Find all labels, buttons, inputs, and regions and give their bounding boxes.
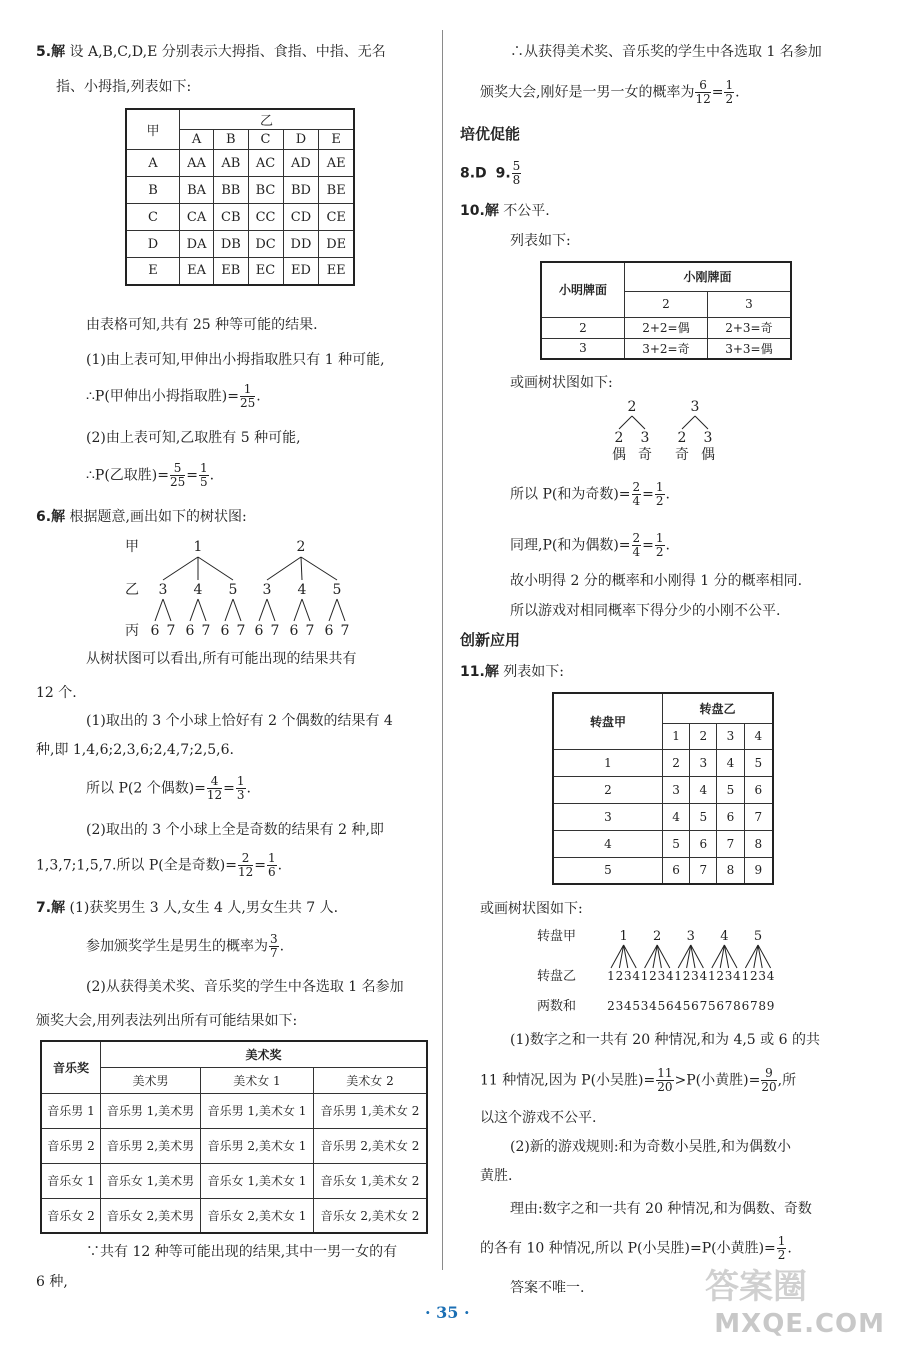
q10-line2: 列表如下: bbox=[510, 233, 571, 249]
q11-tree-node-l3: 7 bbox=[699, 999, 708, 1013]
q5-table-cell: EE bbox=[319, 258, 354, 285]
q6-tree-node-l2: 3 bbox=[158, 582, 168, 598]
q7-table-cell: 音乐女 2,美术男 bbox=[101, 1198, 201, 1233]
q10-line3: 或画树状图如下: bbox=[510, 375, 613, 391]
q10-tree-node-l2: 2 bbox=[677, 430, 687, 446]
q11-tree-node-l1: 3 bbox=[686, 929, 695, 944]
q5-row-header: C bbox=[126, 204, 180, 231]
q7-table-cell: 音乐女 1,美术男 bbox=[101, 1163, 201, 1198]
q5-table-cell: CB bbox=[214, 204, 248, 231]
q7-table-cell: 音乐女 1,美术女 2 bbox=[313, 1163, 427, 1198]
q6-tree-node-l3: 7 bbox=[340, 623, 350, 639]
q10-top-header: 小刚牌面 bbox=[625, 262, 792, 291]
q7-col-header-2: 美术女 1 bbox=[200, 1067, 313, 1093]
q5-table-cell: EC bbox=[248, 258, 283, 285]
q7-table-cell: 音乐男 1,美术男 bbox=[101, 1093, 201, 1128]
q11-row-header: 3 bbox=[553, 803, 663, 830]
q11-table-cell: 5 bbox=[744, 749, 773, 776]
q10-table-cell: 3+2=奇 bbox=[625, 338, 708, 359]
q11-tree-node-l2: 2 bbox=[749, 969, 758, 983]
q11-table-cell: 2 bbox=[663, 749, 690, 776]
q10-row-header: 3 bbox=[541, 338, 625, 359]
tree-branch bbox=[294, 599, 302, 621]
q11-tree-node-l3: 4 bbox=[649, 999, 657, 1013]
q7-row-header: 音乐女 2 bbox=[41, 1198, 101, 1233]
q6-tree-node-l3: 6 bbox=[150, 623, 160, 639]
tree-branch bbox=[329, 599, 337, 621]
q5-p1: ∴P(甲伸出小拇指取胜)= $\frac{1}{25}$ . bbox=[86, 382, 261, 410]
q11-tree-node-l1: 2 bbox=[653, 929, 662, 944]
tree-branch bbox=[695, 416, 708, 429]
q11-tree-node-l2: 4 bbox=[733, 969, 741, 983]
q11-row-header: 4 bbox=[553, 830, 663, 857]
q11-tree-node-l2: 4 bbox=[766, 969, 775, 983]
q11-tree-label-1: 转盘甲 bbox=[537, 929, 577, 944]
q7-table-row bbox=[41, 1093, 427, 1128]
q6-row-label-3: 丙 bbox=[125, 623, 139, 639]
q11-tree-node-l3: 6 bbox=[691, 999, 699, 1013]
q11-tree-node-l2: 3 bbox=[657, 969, 666, 983]
q11-table-cell: 3 bbox=[663, 776, 690, 803]
q11-col-header-1: 1 bbox=[663, 723, 690, 749]
q7-row-header: 音乐女 1 bbox=[41, 1163, 101, 1198]
q11-tree-node-l1: 1 bbox=[619, 929, 628, 944]
q6-tree-node-l1: 1 bbox=[193, 539, 203, 555]
q11-line4: 以这个游戏不公平. bbox=[480, 1110, 597, 1126]
q5-table-cell: DB bbox=[214, 231, 248, 258]
q11-tree-node-l2: 3 bbox=[758, 969, 767, 983]
q6-row-label-2: 乙 bbox=[125, 582, 139, 598]
q11-table-row bbox=[553, 776, 773, 803]
q6-tree-node-l3: 6 bbox=[324, 623, 334, 639]
q11-table-cell: 9 bbox=[744, 857, 773, 884]
tree-branch bbox=[301, 557, 302, 580]
q7-col-header-1: 美术男 bbox=[101, 1067, 201, 1093]
q11-table-cell: 4 bbox=[690, 776, 717, 803]
q11-tree-node-l2: 3 bbox=[691, 969, 699, 983]
q11-tree-node-l2: 3 bbox=[724, 969, 733, 983]
q11-tree-label-3: 两数和 bbox=[537, 999, 577, 1014]
q6-tree-node-l1: 2 bbox=[296, 539, 306, 555]
q5-line4: (1)由上表可知,甲伸出小拇指取胜只有 1 种可能, bbox=[86, 352, 385, 368]
q11-line5: (2)新的游戏规则:和为奇数小吴胜,和为偶数小 bbox=[510, 1139, 791, 1155]
q6-tree-node-l3: 7 bbox=[236, 623, 246, 639]
q11-tree-label-2: 转盘乙 bbox=[537, 969, 577, 984]
tree-branch bbox=[225, 599, 233, 621]
q5-row-header: E bbox=[126, 258, 180, 285]
q6-p2: 1,3,7;1,5,7.所以 P(全是奇数)= $\frac{2}{12}$ = $\frac{1}{6}$ . bbox=[36, 851, 283, 879]
tree-branch bbox=[682, 416, 695, 429]
q11-table-cell: 5 bbox=[717, 776, 744, 803]
tree-branch bbox=[259, 599, 267, 621]
q10-corner: 小明牌面 bbox=[541, 262, 625, 317]
q6-line1: 6.解 根据题意,画出如下的树状图: bbox=[36, 509, 247, 525]
q5-p2: ∴P(乙取胜)= $\frac{5}{25}$ = $\frac{1}{5}$ . bbox=[86, 461, 215, 489]
q5-table-cell: CA bbox=[180, 204, 214, 231]
q11-corner: 转盘甲 bbox=[553, 693, 663, 749]
q5-table bbox=[125, 108, 355, 286]
q6-line3: 12 个. bbox=[36, 685, 77, 701]
q11-tree-node-l1: 4 bbox=[720, 929, 729, 944]
q5-table-cell: ED bbox=[283, 258, 319, 285]
q11-p1: 11 种情况,因为 P(小吴胜)= $\frac{11}{20}$ >P(小黄胜)= $\frac{9}{20}$ ,所 bbox=[480, 1066, 797, 1094]
q11-top-header: 转盘乙 bbox=[663, 693, 774, 723]
q11-tree-node-l3: 6 bbox=[741, 999, 750, 1013]
q11-tree-node-l3: 5 bbox=[707, 999, 716, 1013]
q7-table-cell: 音乐男 2,美术女 2 bbox=[313, 1128, 427, 1163]
q5-col-header-1: A bbox=[180, 130, 214, 150]
q7-table-cell: 音乐男 2,美术女 1 bbox=[200, 1128, 313, 1163]
page-number: · 35 · bbox=[425, 1303, 470, 1322]
q6-tree-node-l3: 7 bbox=[201, 623, 211, 639]
q11-p2: 的各有 10 种情况,所以 P(小吴胜)=P(小黄胜)= $\frac{1}{2}$ . bbox=[480, 1234, 792, 1262]
q11-tree-node-l2: 2 bbox=[716, 969, 725, 983]
q11-tree bbox=[525, 922, 815, 1016]
q10-tree-node-l1: 2 bbox=[627, 399, 637, 415]
q7-row-header: 音乐男 2 bbox=[41, 1128, 101, 1163]
q7-table-row bbox=[41, 1163, 427, 1198]
tree-branch bbox=[163, 599, 171, 621]
q11-table-cell: 4 bbox=[717, 749, 744, 776]
q5-table-cell: BD bbox=[283, 177, 319, 204]
q11-row-header: 1 bbox=[553, 749, 663, 776]
q5-table-cell: CD bbox=[283, 204, 319, 231]
q5-table-cell: EB bbox=[214, 258, 248, 285]
q5-row-header: A bbox=[126, 150, 180, 177]
watermark: MXQE.COM bbox=[714, 1309, 885, 1339]
q7-top-header: 美术奖 bbox=[101, 1041, 428, 1067]
q6-tree-node-l2: 5 bbox=[228, 582, 238, 598]
q6-tree-node-l3: 6 bbox=[185, 623, 195, 639]
tree-branch bbox=[233, 599, 241, 621]
q11-col-header-4: 4 bbox=[744, 723, 773, 749]
tree-branch bbox=[190, 599, 198, 621]
q6-tree-node-l2: 5 bbox=[332, 582, 342, 598]
q10-table-row bbox=[541, 338, 791, 359]
q10-tree-node-l2: 3 bbox=[703, 430, 713, 446]
q6-line6: (2)取出的 3 个小球上全是奇数的结果有 2 种,即 bbox=[86, 822, 384, 838]
tree-branch bbox=[302, 599, 310, 621]
q10-tree bbox=[610, 397, 730, 463]
q7-row-header: 音乐男 1 bbox=[41, 1093, 101, 1128]
q11-tree-node-l2: 2 bbox=[682, 969, 691, 983]
tree-branch bbox=[198, 557, 233, 580]
q5-table-row bbox=[126, 177, 354, 204]
q5-corner: 甲 bbox=[126, 109, 180, 150]
q11-tree-node-l3: 4 bbox=[623, 999, 632, 1013]
q7-table-cell: 音乐女 2,美术女 2 bbox=[313, 1198, 427, 1233]
q6-tree-node-l3: 6 bbox=[254, 623, 264, 639]
tree-branch bbox=[337, 599, 345, 621]
q11-table-cell: 6 bbox=[690, 830, 717, 857]
q11-tree-node-l1: 5 bbox=[753, 929, 763, 944]
q11-table-row bbox=[553, 803, 773, 830]
tree-branch bbox=[163, 557, 198, 580]
q11-tree-node-l3: 3 bbox=[615, 999, 624, 1013]
q11-tree-node-l3: 5 bbox=[632, 999, 641, 1013]
q5-table-cell: AA bbox=[180, 150, 214, 177]
q11-line2: 或画树状图如下: bbox=[480, 901, 583, 917]
tree-branch bbox=[619, 416, 632, 429]
q7-table-row bbox=[41, 1128, 427, 1163]
q7-p2: 颁奖大会,刚好是一男一女的概率为 $\frac{6}{12}$ = $\frac{1}{2}$ . bbox=[480, 78, 740, 106]
q6-tree-node-l2: 4 bbox=[297, 582, 307, 598]
q11-tree-node-l3: 3 bbox=[640, 999, 649, 1013]
q7-table bbox=[40, 1040, 428, 1234]
q11-table-cell: 6 bbox=[663, 857, 690, 884]
q7-line2: (2)从获得美术奖、音乐奖的学生中各选取 1 名参加 bbox=[86, 979, 404, 995]
q10-table-cell: 2+2=偶 bbox=[625, 317, 708, 338]
q11-table bbox=[552, 692, 774, 885]
q6-tree-node-l3: 6 bbox=[289, 623, 299, 639]
q11-table-row bbox=[553, 749, 773, 776]
q11-tree-node-l2: 3 bbox=[623, 969, 632, 983]
tree-branch bbox=[198, 599, 206, 621]
q11-tree-node-l3: 4 bbox=[674, 999, 683, 1013]
q6-row-label-1: 甲 bbox=[125, 539, 139, 555]
q7-table-cell: 音乐女 2,美术女 1 bbox=[200, 1198, 313, 1233]
q6-tree-node-l3: 7 bbox=[166, 623, 176, 639]
q11-table-cell: 4 bbox=[663, 803, 690, 830]
q5-table-row bbox=[126, 150, 354, 177]
q5-table-cell: DA bbox=[180, 231, 214, 258]
q11-tree-node-l2: 1 bbox=[707, 969, 716, 983]
tree-branch bbox=[267, 557, 301, 580]
q11-table-cell: 7 bbox=[690, 857, 717, 884]
q6-line2: 从树状图可以看出,所有可能出现的结果共有 bbox=[86, 651, 357, 667]
q5-col-header-5: E bbox=[319, 130, 354, 150]
q10-line1: 10.解 不公平. bbox=[460, 203, 550, 219]
q5-table-cell: DD bbox=[283, 231, 319, 258]
q5-row-header: B bbox=[126, 177, 180, 204]
q6-tree bbox=[115, 535, 375, 640]
q5-table-row bbox=[126, 231, 354, 258]
q8-q9-answers: 8.D 9. $\frac{5}{8}$ bbox=[460, 159, 521, 187]
q7-line4: ∵共有 12 种等可能出现的结果,其中一男一女的有 bbox=[86, 1244, 398, 1260]
q5-table-cell: CE bbox=[319, 204, 354, 231]
q10-table-row bbox=[541, 317, 791, 338]
q5-line3: 由表格可知,共有 25 种等可能的结果. bbox=[86, 317, 318, 333]
q10-line4: 故小明得 2 分的概率和小刚得 1 分的概率相同. bbox=[510, 573, 803, 589]
q11-table-cell: 7 bbox=[744, 803, 773, 830]
q11-line7: 理由:数字之和一共有 20 种情况,和为偶数、奇数 bbox=[510, 1201, 812, 1217]
q11-tree-node-l3: 6 bbox=[665, 999, 674, 1013]
q11-tree-node-l2: 4 bbox=[665, 969, 674, 983]
q10-tree-node-l3: 奇 bbox=[675, 447, 689, 463]
q10-tree-node-l3: 奇 bbox=[638, 447, 652, 463]
q11-tree-node-l3: 2 bbox=[607, 999, 615, 1013]
q11-table-cell: 6 bbox=[744, 776, 773, 803]
q11-tree-node-l2: 1 bbox=[607, 969, 615, 983]
q5-table-cell: BB bbox=[214, 177, 248, 204]
q7-corner: 音乐奖 bbox=[41, 1041, 101, 1093]
q11-line1: 11.解 列表如下: bbox=[460, 664, 564, 680]
q11-tree-node-l3: 8 bbox=[758, 999, 767, 1013]
q11-table-cell: 5 bbox=[690, 803, 717, 830]
q11-tree-node-l2: 1 bbox=[640, 969, 649, 983]
q10-row-header: 2 bbox=[541, 317, 625, 338]
q11-tree-node-l3: 7 bbox=[724, 999, 733, 1013]
q10-col-header-2: 3 bbox=[707, 291, 791, 317]
q11-row-header: 2 bbox=[553, 776, 663, 803]
q11-table-cell: 7 bbox=[717, 830, 744, 857]
q11-tree-node-l3: 6 bbox=[716, 999, 725, 1013]
q5-row-header: D bbox=[126, 231, 180, 258]
q5-table-cell: AC bbox=[248, 150, 283, 177]
q11-tree-node-l2: 1 bbox=[741, 969, 750, 983]
q5-line2: 指、小拇指,列表如下: bbox=[56, 79, 192, 95]
q5-table-cell: AE bbox=[319, 150, 354, 177]
q5-table-cell: BE bbox=[319, 177, 354, 204]
q7-line5: 6 种, bbox=[36, 1274, 68, 1290]
q11-tree-node-l2: 1 bbox=[674, 969, 683, 983]
q10-tree-node-l1: 3 bbox=[690, 399, 700, 415]
q11-tree-node-l3: 8 bbox=[733, 999, 741, 1013]
q7-table-cell: 音乐男 2,美术男 bbox=[101, 1128, 201, 1163]
q10-tree-node-l2: 3 bbox=[640, 430, 650, 446]
q6-tree-node-l2: 4 bbox=[193, 582, 203, 598]
q5-col-header-2: B bbox=[214, 130, 248, 150]
q11-tree-node-l3: 7 bbox=[749, 999, 758, 1013]
q6-p1: 所以 P(2 个偶数)= $\frac{4}{12}$ = $\frac{1}{3}$ . bbox=[86, 774, 251, 802]
q5-table-cell: AB bbox=[214, 150, 248, 177]
q11-tree-node-l2: 4 bbox=[699, 969, 708, 983]
q11-table-cell: 8 bbox=[744, 830, 773, 857]
q7-line3: 颁奖大会,用列表法列出所有可能结果如下: bbox=[36, 1013, 298, 1029]
q11-table-cell: 8 bbox=[717, 857, 744, 884]
q5-table-cell: BA bbox=[180, 177, 214, 204]
q5-table-cell: BC bbox=[248, 177, 283, 204]
q6-tree-node-l2: 3 bbox=[262, 582, 272, 598]
q11-table-cell: 5 bbox=[663, 830, 690, 857]
tree-branch bbox=[632, 416, 645, 429]
q11-line8: 答案不唯一. bbox=[510, 1280, 585, 1296]
section-title-peiyou: 培优促能 bbox=[460, 125, 521, 143]
q6-tree-node-l3: 7 bbox=[305, 623, 315, 639]
q10-tree-node-l2: 2 bbox=[614, 430, 624, 446]
column-divider bbox=[442, 30, 443, 1270]
q6-tree-node-l3: 6 bbox=[220, 623, 230, 639]
q7-col-header-3: 美术女 2 bbox=[313, 1067, 427, 1093]
q5-col-header-4: D bbox=[283, 130, 319, 150]
q10-p1: 所以 P(和为奇数)= $\frac{2}{4}$ = $\frac{1}{2}$ . bbox=[510, 480, 670, 508]
q7-table-cell: 音乐女 1,美术女 1 bbox=[200, 1163, 313, 1198]
q10-col-header-1: 2 bbox=[625, 291, 708, 317]
q6-line5: 种,即 1,4,6;2,3,6;2,4,7;2,5,6. bbox=[36, 742, 234, 758]
q11-tree-node-l2: 2 bbox=[615, 969, 624, 983]
q7-line1: 7.解 (1)获奖男生 3 人,女生 4 人,男女生共 7 人. bbox=[36, 900, 339, 916]
tree-branch bbox=[301, 557, 337, 580]
q11-tree-node-l2: 2 bbox=[649, 969, 657, 983]
q5-table-cell: DC bbox=[248, 231, 283, 258]
q5-table-cell: AD bbox=[283, 150, 319, 177]
q5-line1: 5.解 设 A,B,C,D,E 分别表示大拇指、食指、中指、无名 bbox=[36, 44, 386, 60]
q5-table-row bbox=[126, 204, 354, 231]
section-title-chuangxin: 创新应用 bbox=[460, 631, 521, 649]
q11-tree-node-l2: 4 bbox=[632, 969, 641, 983]
q11-tree-node-l3: 9 bbox=[766, 999, 775, 1013]
q11-table-row bbox=[553, 830, 773, 857]
q11-row-header: 5 bbox=[553, 857, 663, 884]
tree-branch bbox=[267, 599, 275, 621]
q11-table-row bbox=[553, 857, 773, 884]
q5-table-cell: EA bbox=[180, 258, 214, 285]
q6-line4: (1)取出的 3 个小球上恰好有 2 个偶数的结果有 4 bbox=[86, 713, 393, 729]
q7-table-cell: 音乐男 1,美术女 2 bbox=[313, 1093, 427, 1128]
q5-col-header-3: C bbox=[248, 130, 283, 150]
watermark-cn: 答案圈 bbox=[705, 1267, 807, 1307]
q10-table-cell: 2+3=奇 bbox=[707, 317, 791, 338]
q7-table-cell: 音乐男 1,美术女 1 bbox=[200, 1093, 313, 1128]
q11-line6: 黄胜. bbox=[480, 1168, 513, 1184]
q6-tree-node-l3: 7 bbox=[270, 623, 280, 639]
q7-table-row bbox=[41, 1198, 427, 1233]
q10-table bbox=[540, 261, 792, 360]
q5-table-cell: DE bbox=[319, 231, 354, 258]
q5-table-cell: CC bbox=[248, 204, 283, 231]
q10-p2: 同理,P(和为偶数)= $\frac{2}{4}$ = $\frac{1}{2}$ . bbox=[510, 531, 670, 559]
q11-tree-node-l3: 5 bbox=[682, 999, 691, 1013]
q10-tree-node-l3: 偶 bbox=[701, 447, 715, 463]
q10-line5: 所以游戏对相同概率下得分少的小刚不公平. bbox=[510, 603, 781, 619]
q5-line5: (2)由上表可知,乙取胜有 5 种可能, bbox=[86, 430, 301, 446]
q5-table-row bbox=[126, 258, 354, 285]
q7-p1: 参加颁奖学生是男生的概率为 $\frac{3}{7}$ . bbox=[86, 932, 285, 960]
q11-tree-node-l3: 5 bbox=[657, 999, 666, 1013]
q11-col-header-2: 2 bbox=[690, 723, 717, 749]
q10-table-cell: 3+3=偶 bbox=[707, 338, 791, 359]
q5-top-header: 乙 bbox=[180, 109, 355, 130]
q11-table-cell: 6 bbox=[717, 803, 744, 830]
q11-line3: (1)数字之和一共有 20 种情况,和为 4,5 或 6 的共 bbox=[510, 1032, 820, 1048]
q10-tree-node-l3: 偶 bbox=[612, 447, 626, 463]
q7-line6: ∴从获得美术奖、音乐奖的学生中各选取 1 名参加 bbox=[510, 44, 822, 60]
q11-col-header-3: 3 bbox=[717, 723, 744, 749]
tree-branch bbox=[155, 599, 163, 621]
q11-table-cell: 3 bbox=[690, 749, 717, 776]
